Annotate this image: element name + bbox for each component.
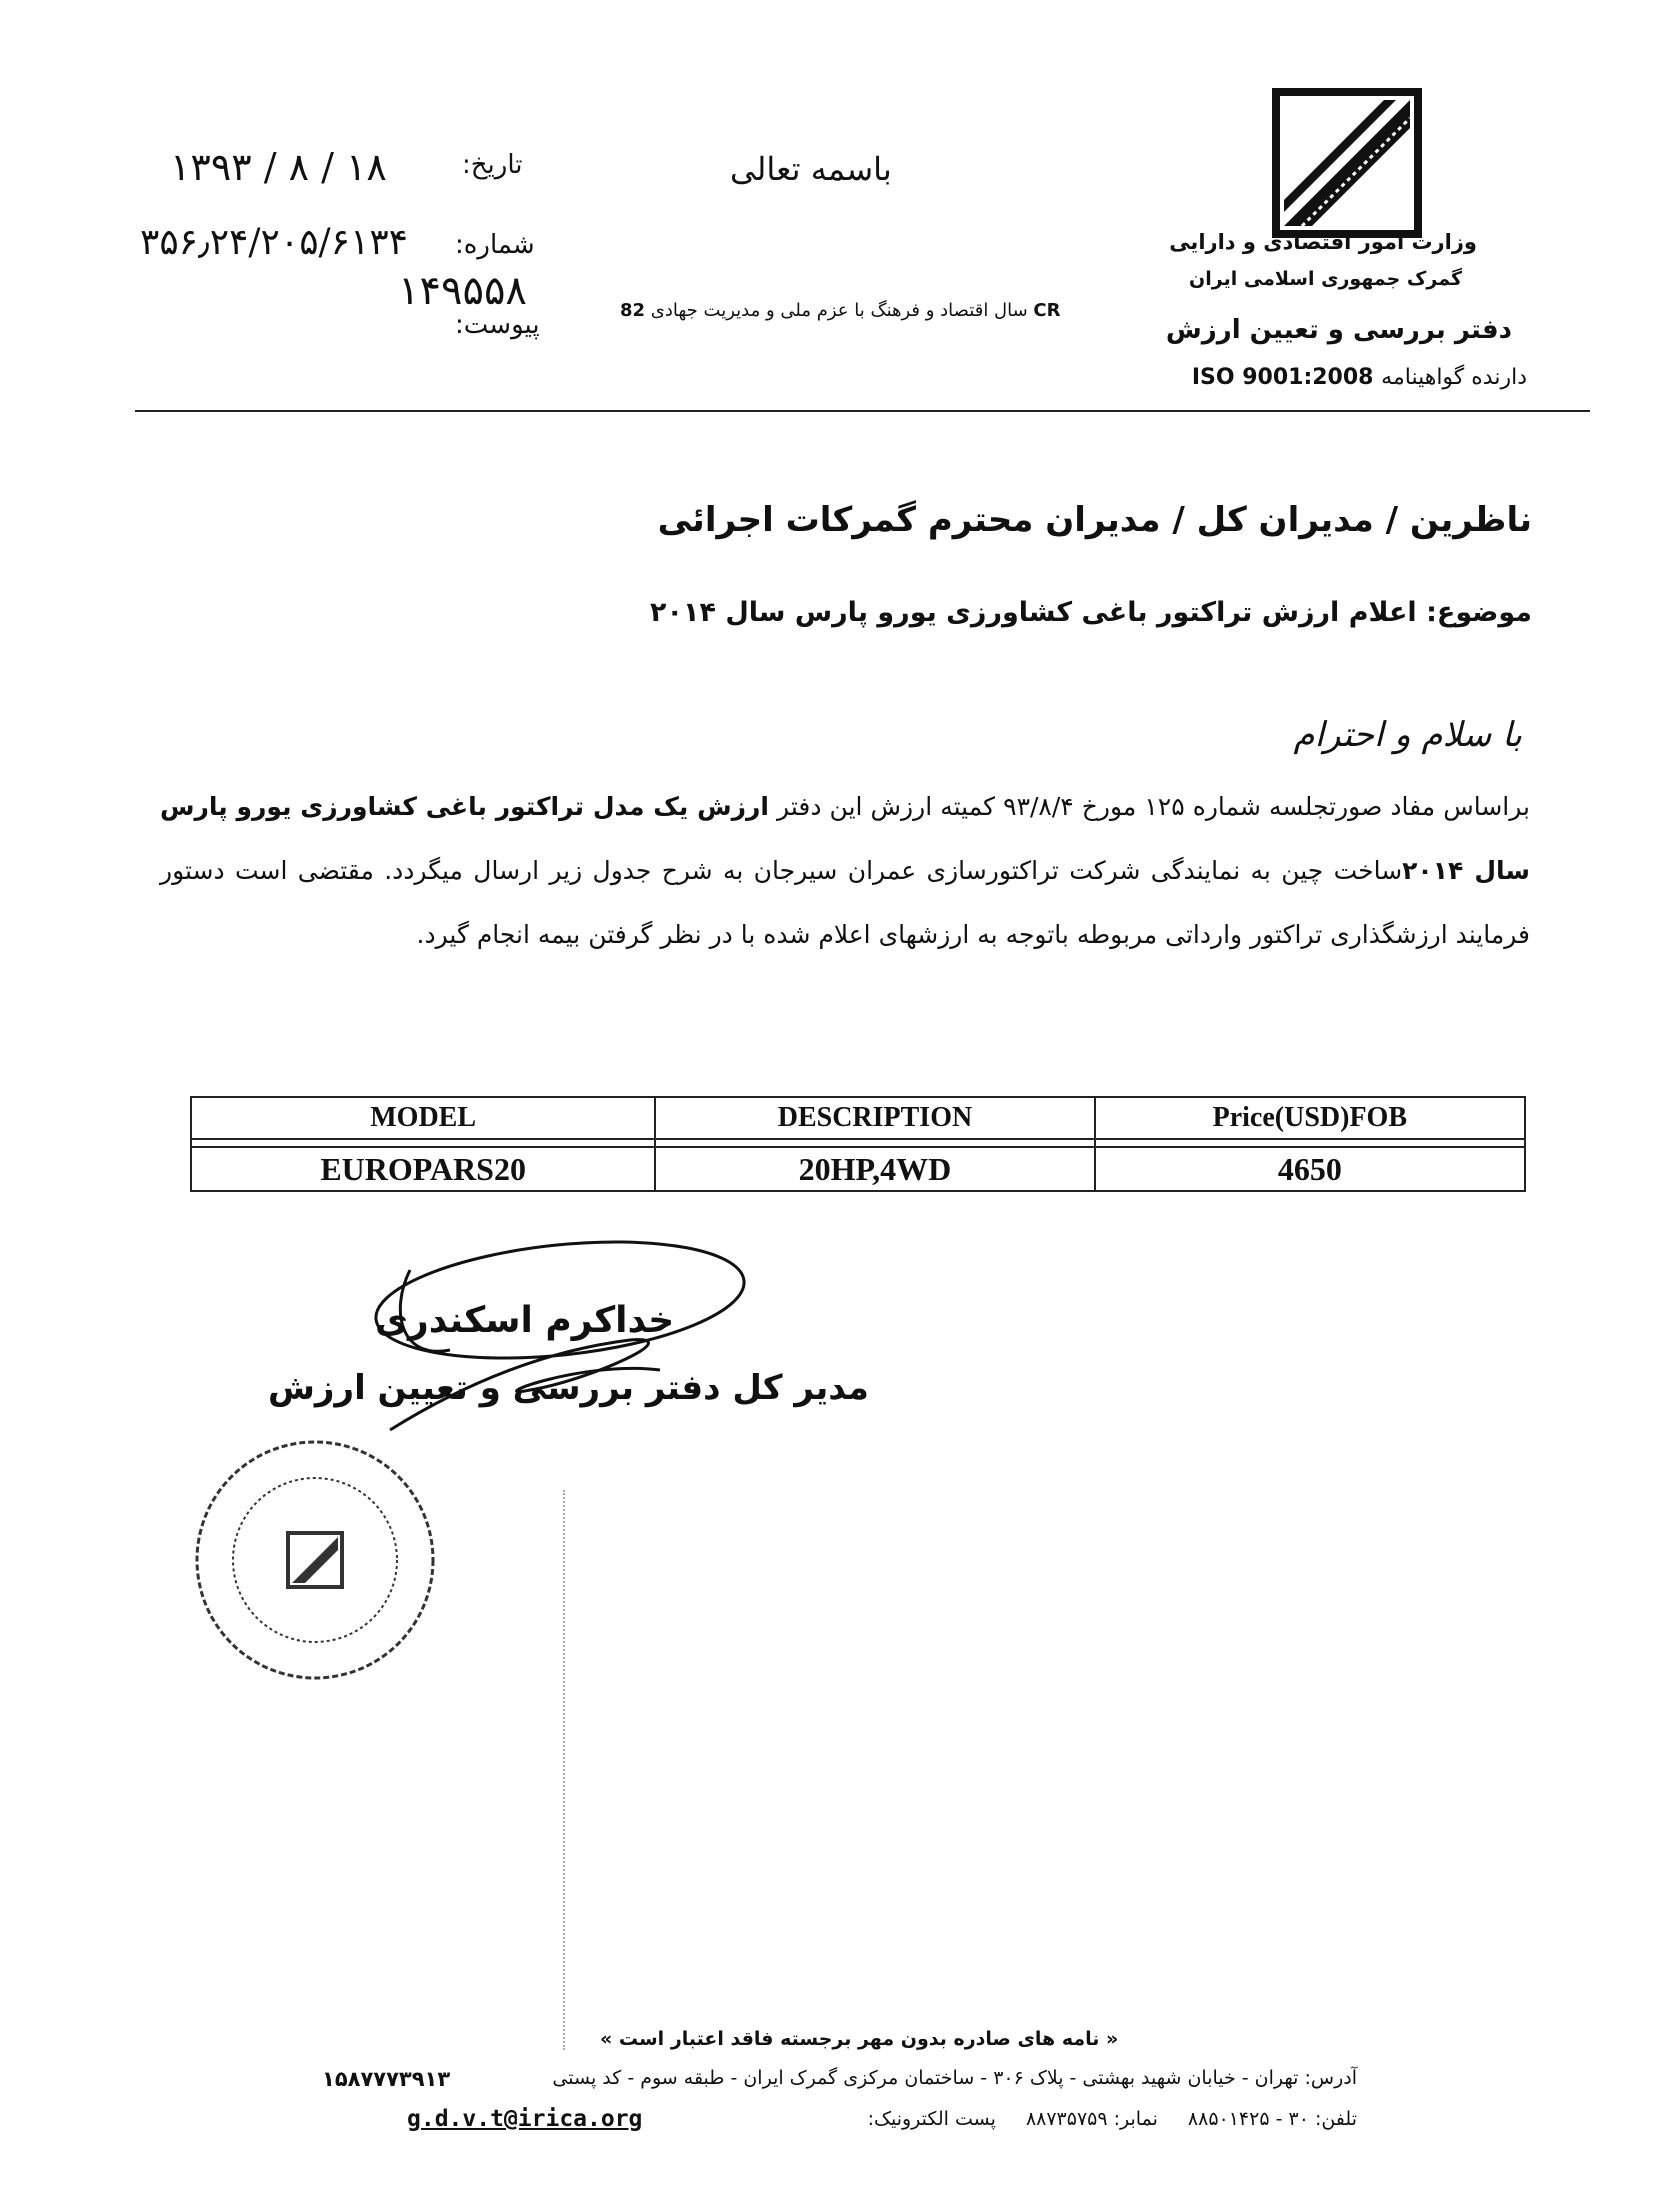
table-row [191,1147,1525,1191]
official-seal [190,1430,440,1690]
footer-note: « نامه های صادره بدون مهر برجسته فاقد اعتبار است » [600,2028,1119,2050]
number-value: ۳۵۶٫۲۴/۲۰۵/۶۱۳۴ [140,222,408,263]
slogan-line [620,300,1061,321]
subject-line: موضوع: اعلام ارزش تراکتور باغی کشاورزی یورو پارس سال ۲۰۱۴ [650,597,1532,628]
table-spacer [191,1139,1525,1147]
cell-model: EUROPARS20 [191,1147,655,1191]
office-name: دفتر بررسی و تعیین ارزش [1165,315,1512,345]
date-value: ۱۳۹۳ / ۸ / ۱۸ [170,145,387,189]
body-text-bold: ارزش یک مدل تراکتور باغی کشاورزی یورو پارس سال ۲۰۱۴ [160,792,1530,885]
slogan-mark-left: 82 [620,300,646,321]
body-paragraph [160,775,1530,967]
footer-email-label: پست الکترونیک: [867,2108,996,2130]
cell-price: 4650 [1095,1147,1525,1191]
signatory-title: مدیر کل دفتر بررسی و تعیین ارزش [268,1368,869,1408]
header-description: DESCRIPTION [655,1097,1094,1139]
signatory-name: خداکرم اسکندری [375,1300,675,1341]
iso-label: دارنده گواهینامه [1381,365,1527,390]
footer-contacts [868,2108,1357,2130]
footer-phone: تلفن: ۳۰ - ۸۸۵۰۱۴۲۵ [1187,2108,1357,2130]
recipients-line: ناظرین / مدیران کل / مدیران محترم گمرکات اجرائی [657,500,1532,540]
ministry-name: وزارت امور اقتصادی و دارایی [1169,230,1477,254]
iso-certificate-line [1192,365,1527,390]
customs-name: گمرک جمهوری اسلامی ایران [1189,268,1462,290]
valuation-table [190,1096,1526,1192]
slogan-text: سال اقتصاد و فرهنگ با عزم ملی و مدیریت جهادی [650,300,1028,321]
heading: باسمه تعالی [730,150,892,188]
table-header-row [191,1097,1525,1139]
footer-address: آدرس: تهران - خیابان شهید بهشتی - پلاک ۳۰۶ - ساختمان مرکزی گمرک ایران - طبقه سوم - کد پستی [552,2067,1357,2089]
fold-line [563,1490,566,2050]
header-price: Price(USD)FOB [1095,1097,1525,1139]
date-label: تاریخ: [462,150,523,180]
footer-email[interactable]: g.d.v.t@irica.org [407,2106,643,2132]
cell-description: 20HP,4WD [655,1147,1094,1191]
number-label: شماره: [455,230,535,260]
attachment-label: پیوست: [455,310,540,340]
slogan-mark-right: CR [1033,300,1061,321]
customs-logo [1272,88,1422,238]
footer-fax: نمابر: ۸۸۷۳۵۷۵۹ [1025,2108,1158,2130]
body-text-part-1: براساس مفاد صورتجلسه شماره ۱۲۵ مورخ ۹۳/۸/۴ کمیته ارزش این دفتر [768,792,1531,821]
body-text-part-2: ساخت چین به نمایندگی شرکت تراکتورسازی عمران سیرجان به شرح جدول زیر ارسال میگردد. مقتضی است دستور فرمایند ارزشگذاری تراکتور وارداتی مربوطه باتوجه به ارزشهای اعلام شده با در نظر گرفتن بیمه انجام گیرد. [160,856,1530,949]
iso-cert: ISO 9001:2008 [1191,365,1374,390]
header-divider [135,410,1590,412]
greeting: با سلام و احترام [1293,715,1522,755]
registration-number: ۱۴۹۵۵۸ [398,268,527,314]
footer-postal-code: ۱۵۸۷۷۷۳۹۱۳ [322,2067,451,2091]
header-model: MODEL [191,1097,655,1139]
handwritten-signature [330,1230,750,1460]
